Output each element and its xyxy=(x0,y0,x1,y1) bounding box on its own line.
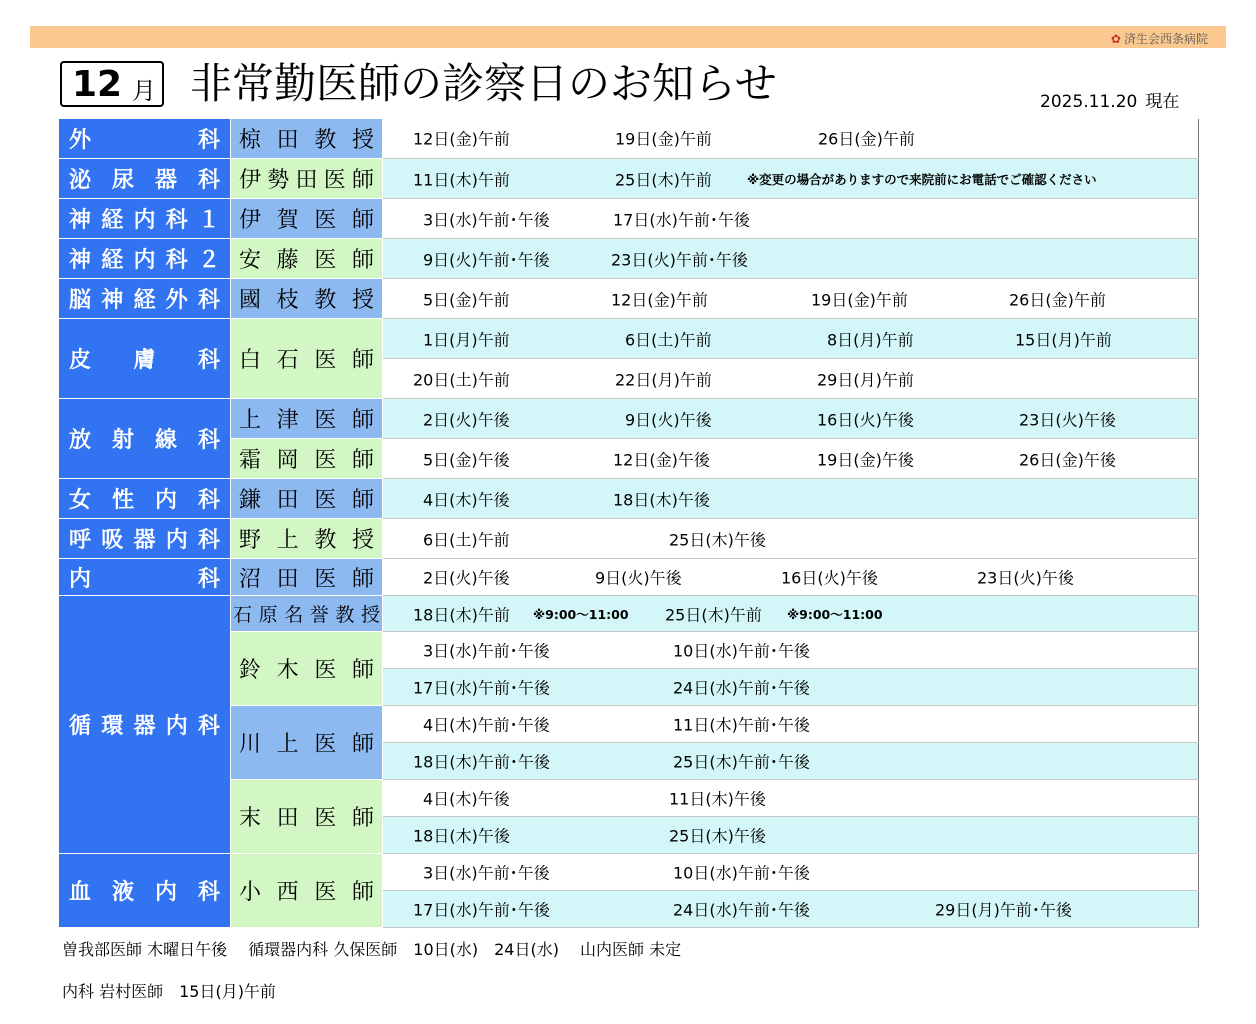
schedule-entry: 19日(金)午前 xyxy=(615,129,712,149)
schedule-entry: 16日(火)午後 xyxy=(817,410,914,429)
schedule-entry: 6日(土)午前 xyxy=(423,530,510,549)
doctor-cell: 石原名誉教授 xyxy=(231,596,383,632)
schedule-entry: 4日(木)午後 xyxy=(423,789,510,809)
schedule-cell xyxy=(383,359,1199,399)
table-row xyxy=(59,596,1199,632)
table-row xyxy=(59,239,1199,279)
schedule-entry: 9日(火)午前･午後 xyxy=(423,250,550,269)
schedule-entry: 26日(金)午前 xyxy=(818,129,915,149)
schedule-note: ※9:00～11:00 xyxy=(533,606,629,622)
schedule-entry: 23日(火)午後 xyxy=(1019,410,1116,429)
doctor-cell: 野上教授 xyxy=(231,519,383,559)
doctor-cell: 鈴木医師 xyxy=(231,632,383,706)
table-row xyxy=(59,319,1199,359)
schedule-entry: 2日(火)午後 xyxy=(423,410,510,429)
schedule-entry: 3日(水)午前･午後 xyxy=(423,210,550,229)
schedule-cell xyxy=(383,119,1199,159)
footer-note-2: 内科 岩村医師 15日(月)午前 xyxy=(62,982,276,1001)
schedule-entry: 8日(月)午前 xyxy=(827,330,914,349)
dept-cell: 内科 xyxy=(59,559,231,596)
schedule-entry: 12日(金)午前 xyxy=(413,129,510,149)
doctor-cell: 椋田教授 xyxy=(231,119,383,159)
schedule-entry: 11日(木)午前 xyxy=(413,170,510,189)
dept-cell: 神経内科１ xyxy=(59,199,231,239)
doctor-cell: 川上医師 xyxy=(231,706,383,780)
schedule-entry: 5日(金)午後 xyxy=(423,450,510,469)
table-row xyxy=(59,519,1199,559)
schedule-entry: 3日(水)午前･午後 xyxy=(423,641,550,661)
table-row xyxy=(59,399,1199,439)
schedule-entry: 15日(月)午前 xyxy=(1015,330,1112,349)
schedule-entry: 12日(金)午前 xyxy=(611,290,708,309)
schedule-note: ※9:00～11:00 xyxy=(787,606,883,622)
doctor-cell: 安藤医師 xyxy=(231,239,383,279)
schedule-entry: 17日(水)午前･午後 xyxy=(413,678,550,698)
doctor-cell: 末田医師 xyxy=(231,780,383,854)
dept-cell: 女性内科 xyxy=(59,479,231,519)
schedule-entry: 1日(月)午前 xyxy=(423,330,510,349)
schedule-entry: 4日(木)午前･午後 xyxy=(423,715,550,735)
doctor-cell: 上津医師 xyxy=(231,399,383,439)
schedule-entry: 11日(木)午後 xyxy=(669,789,766,809)
schedule-entry: 11日(木)午前･午後 xyxy=(673,715,810,735)
schedule-entry: 26日(金)午後 xyxy=(1019,450,1116,469)
schedule-entry: 18日(木)午前･午後 xyxy=(413,752,550,772)
table-row xyxy=(59,854,1199,891)
hospital-name: ✿ 済生会西条病院 xyxy=(1110,32,1208,46)
schedule-entry: 25日(木)午後 xyxy=(669,530,766,549)
schedule-cell xyxy=(383,854,1199,891)
schedule-cell xyxy=(383,239,1199,279)
schedule-cell xyxy=(383,199,1199,239)
schedule-entry: 19日(金)午前 xyxy=(811,290,908,309)
schedule-entry: 29日(月)午前 xyxy=(817,370,914,389)
schedule-cell xyxy=(383,891,1199,928)
schedule-entry: 24日(水)午前･午後 xyxy=(673,678,810,698)
schedule-entry: 9日(火)午後 xyxy=(625,410,712,429)
table-row xyxy=(59,159,1199,199)
as-of-date: 2025.11.20 現在 xyxy=(1040,92,1180,112)
schedule-entry: 23日(火)午後 xyxy=(977,568,1074,588)
dept-cell: 泌尿器科 xyxy=(59,159,231,199)
schedule-entry: 25日(木)午前 xyxy=(665,605,762,624)
schedule-entry: 9日(火)午後 xyxy=(595,568,682,588)
schedule-cell xyxy=(383,743,1199,780)
schedule-cell xyxy=(383,439,1199,479)
schedule-cell xyxy=(383,319,1199,359)
hospital-logo-icon: ✿ xyxy=(1110,32,1121,46)
schedule-cell xyxy=(383,632,1199,669)
dept-cell: 循環器内科 xyxy=(59,596,231,854)
dept-cell: 血液内科 xyxy=(59,854,231,928)
schedule-cell xyxy=(383,780,1199,817)
schedule-entry: 10日(水)午前･午後 xyxy=(673,641,810,661)
dept-cell: 放射線科 xyxy=(59,399,231,479)
dept-cell: 呼吸器内科 xyxy=(59,519,231,559)
doctor-cell: 伊勢田医師 xyxy=(231,159,383,199)
schedule-entry: 25日(木)午後 xyxy=(669,826,766,846)
schedule-table xyxy=(58,118,1199,928)
table-row xyxy=(59,479,1199,519)
schedule-note: ※変更の場合がありますので来院前にお電話でご確認ください xyxy=(747,171,1097,187)
schedule-entry: 17日(水)午前･午後 xyxy=(613,210,750,229)
dept-cell: 外科 xyxy=(59,119,231,159)
schedule-entry: 2日(火)午後 xyxy=(423,568,510,588)
table-row xyxy=(59,279,1199,319)
schedule-entry: 19日(金)午後 xyxy=(817,450,914,469)
doctor-cell: 鎌田医師 xyxy=(231,479,383,519)
schedule-cell xyxy=(383,817,1199,854)
dept-cell: 皮膚科 xyxy=(59,319,231,399)
doctor-cell: 國枝教授 xyxy=(231,279,383,319)
schedule-entry: 25日(木)午前 xyxy=(615,170,712,189)
schedule-entry: 26日(金)午前 xyxy=(1009,290,1106,309)
dept-cell: 神経内科２ xyxy=(59,239,231,279)
schedule-entry: 17日(水)午前･午後 xyxy=(413,900,550,920)
schedule-entry: 20日(土)午前 xyxy=(413,370,510,389)
doctor-cell: 小西医師 xyxy=(231,854,383,928)
doctor-cell: 霜岡医師 xyxy=(231,439,383,479)
schedule-cell xyxy=(383,706,1199,743)
schedule-entry: 18日(木)午後 xyxy=(613,490,710,509)
schedule-cell xyxy=(383,519,1199,559)
schedule-entry: 5日(金)午前 xyxy=(423,290,510,309)
schedule-cell xyxy=(383,399,1199,439)
schedule-cell xyxy=(383,559,1199,596)
month-unit: 月 xyxy=(132,77,156,105)
month-badge xyxy=(60,61,164,107)
schedule-entry: 22日(月)午前 xyxy=(615,370,712,389)
doctor-cell: 沼田医師 xyxy=(231,559,383,596)
schedule-entry: 6日(土)午前 xyxy=(625,330,712,349)
schedule-cell xyxy=(383,279,1199,319)
schedule-cell xyxy=(383,159,1199,199)
schedule-entry: 16日(火)午後 xyxy=(781,568,878,588)
schedule-cell xyxy=(383,479,1199,519)
dept-cell: 脳神経外科 xyxy=(59,279,231,319)
schedule-cell xyxy=(383,669,1199,706)
schedule-cell xyxy=(383,596,1199,632)
page-title: 非常勤医師の診察日のお知らせ xyxy=(190,59,777,108)
doctor-cell: 白石医師 xyxy=(231,319,383,399)
table-row xyxy=(59,119,1199,159)
schedule-entry: 25日(木)午前･午後 xyxy=(673,752,810,772)
schedule-entry: 4日(木)午後 xyxy=(423,490,510,509)
schedule-entry: 3日(水)午前･午後 xyxy=(423,863,550,883)
schedule-entry: 10日(水)午前･午後 xyxy=(673,863,810,883)
schedule-entry: 12日(金)午後 xyxy=(613,450,710,469)
top-banner xyxy=(30,26,1226,48)
schedule-entry: 29日(月)午前･午後 xyxy=(935,900,1072,920)
schedule-entry: 24日(水)午前･午後 xyxy=(673,900,810,920)
doctor-cell: 伊賀医師 xyxy=(231,199,383,239)
footer-note-1: 曽我部医師 木曜日午後 循環器内科 久保医師 10日(水) 24日(水) 山内医師 未定 xyxy=(62,940,682,959)
month-number: 12 xyxy=(72,64,123,105)
schedule-entry: 18日(木)午後 xyxy=(413,826,510,846)
schedule-entry: 18日(木)午前 xyxy=(413,605,510,624)
schedule-entry: 23日(火)午前･午後 xyxy=(611,250,748,269)
table-row xyxy=(59,559,1199,596)
table-row xyxy=(59,199,1199,239)
